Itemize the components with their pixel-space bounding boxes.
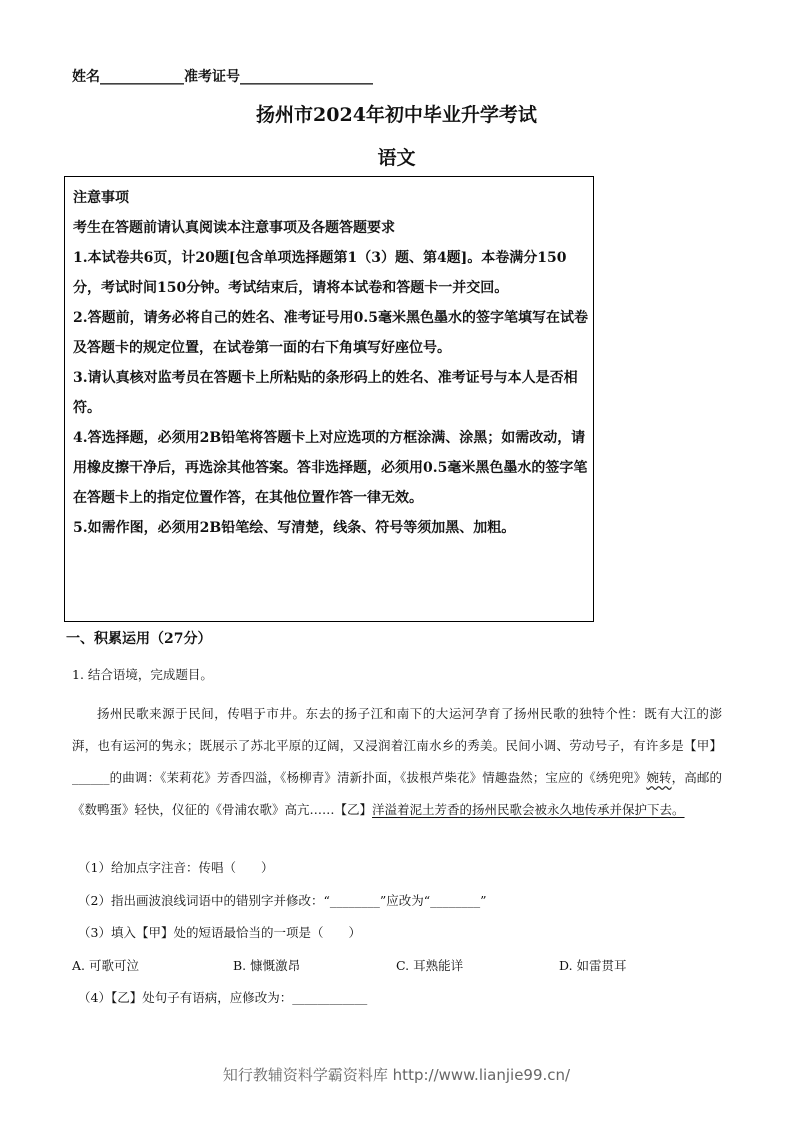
notice-item: 1.本试卷共6页，计20题[包含单项选择题第1（3）题、第4题]。本卷满分150分，考试时间150分钟。考试结束后，请将本试卷和答题卡一并交回。 xyxy=(73,250,567,296)
option-c: C. 耳熟能详 xyxy=(396,958,464,973)
question-1-intro: 1. 结合语境，完成题目。 xyxy=(72,667,213,682)
notice-item: 5.如需作图，必须用2B铅笔绘、写清楚，线条、符号等须加黑、加粗。 xyxy=(73,520,516,536)
option-d: D. 如雷贯耳 xyxy=(559,958,627,973)
underlined-sentence: 洋溢着泥土芳香的扬州民歌会被永久地传承并保护下去。 xyxy=(372,802,685,817)
candidate-info-line xyxy=(72,66,373,86)
exam-title: 扬州市2024年初中毕业升学考试 xyxy=(256,104,537,126)
wavy-underlined-word: 婉转 xyxy=(646,770,672,785)
footer-watermark: 知行教辅资料学霸资料库 http://www.lianjie99.cn/ xyxy=(222,1066,571,1084)
id-blank: ___________________ xyxy=(240,69,373,85)
reading-passage xyxy=(72,698,722,826)
name-label: 姓名 xyxy=(72,69,100,85)
option-a: A. 可歌可泣 xyxy=(72,958,139,973)
dotted-character: 传 · xyxy=(227,706,240,721)
sub-question-2: （2）指出画波浪线词语中的错别字并修改：“________”应改为“________” xyxy=(78,893,487,908)
notice-item: 4.答选择题，必须用2B铅笔将答题卡上对应选项的方框涂满、涂黑；如需改动，请用橡皮擦干净后，再选涂其他答案。答非选择题，必须用0.5毫米黑色墨水的签字笔在答题卡上的指定位置作答，在其他位置作答一律无效。 xyxy=(73,430,588,506)
sub-question-1: （1）给加点字注音：传唱（ ） xyxy=(78,860,274,875)
notice-lead: 考生在答题前请认真阅读本注意事项及各题答题要求 xyxy=(73,220,395,236)
passage-text: ，高邮的《数鸭蛋》轻快，仪征的《骨浦农歌》高亢……【乙】 xyxy=(72,770,722,817)
notice-heading: 注意事项 xyxy=(73,190,129,206)
passage-text: 唱于市井。东去的扬子江和南下的大运河孕育了扬州民歌的独特个性：既有大江的澎湃，也有运河的隽永；既展示了苏北平原的辽阔，又浸润着江南水乡的秀美。民间小调、劳动号子，有许多是【甲】______的曲调：《茉莉花》芳香四溢，《杨柳青》清新扑面，《拔根芦柴花》情趣盎然；宝应的《绣兜兜》 xyxy=(72,706,722,785)
id-label: 准考证号 xyxy=(184,69,240,85)
exam-subject: 语文 xyxy=(377,147,416,169)
option-b: B. 慷慨激昂 xyxy=(233,958,301,973)
passage-text: 扬州民歌来源于民间， xyxy=(97,706,228,721)
notice-box xyxy=(64,176,594,622)
sub-question-3: （3）填入【甲】处的短语最恰当的一项是（ ） xyxy=(78,925,361,940)
sub-question-4: （4）【乙】处句子有语病，应修改为：____________ xyxy=(78,990,368,1005)
notice-item: 2.答题前，请务必将自己的姓名、准考证号用0.5毫米黑色墨水的签字笔填写在试卷及答题卡的规定位置，在试卷第一面的右下角填写好座位号。 xyxy=(73,310,588,356)
section-heading: 一、积累运用（27分） xyxy=(66,631,212,647)
name-blank: ____________ xyxy=(100,69,184,85)
notice-item: 3.请认真核对监考员在答题卡上所粘贴的条形码上的姓名、准考证号与本人是否相符。 xyxy=(73,370,578,416)
